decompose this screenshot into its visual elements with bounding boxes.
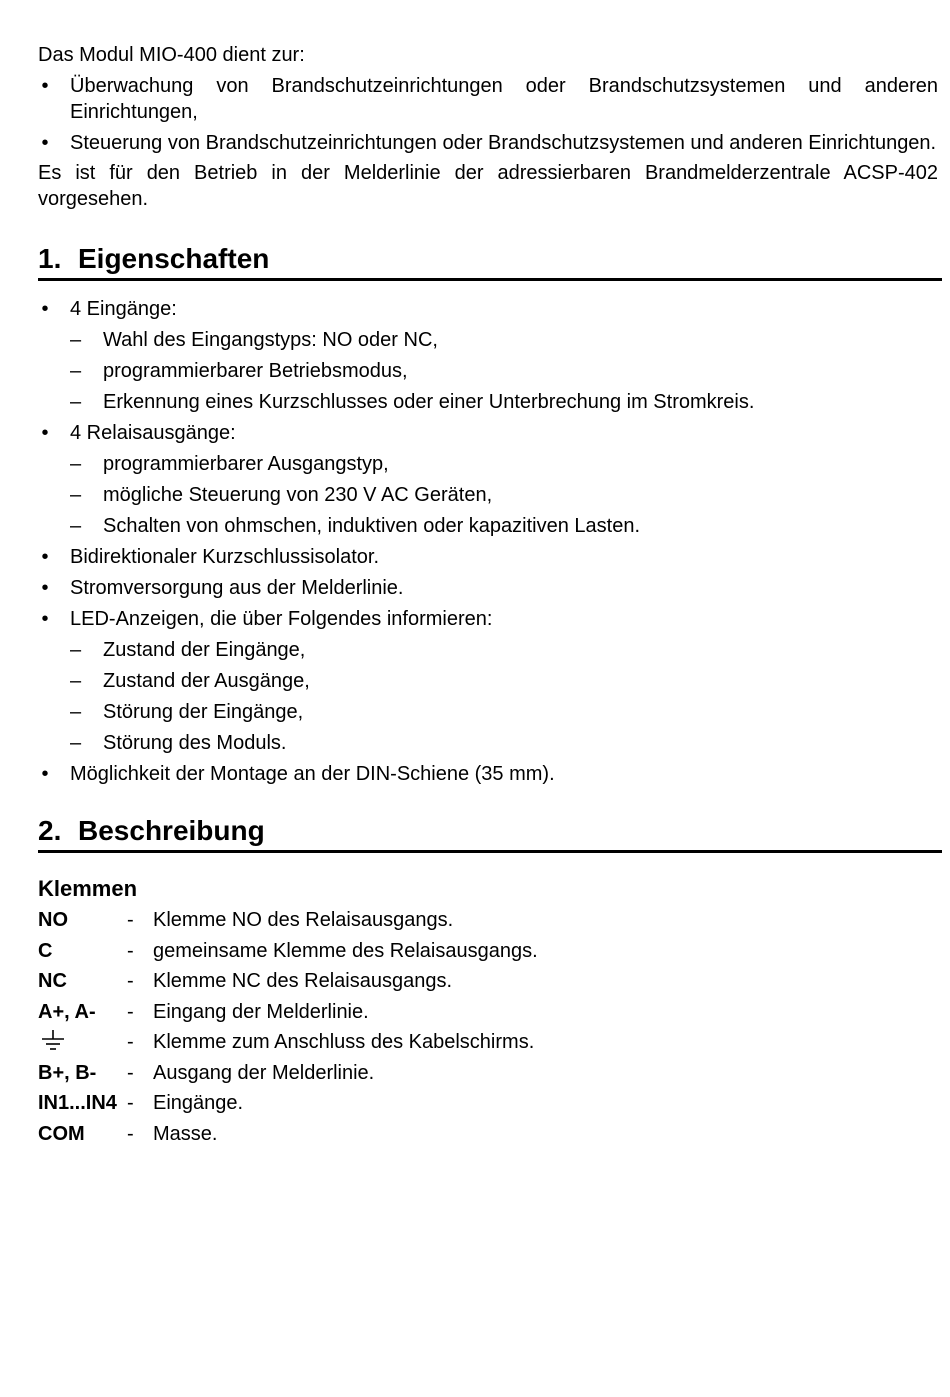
bullet-dot-icon: • [41,422,49,444]
feature-subitem-text: Erkennung eines Kurzschlusses oder einer Unterbrechung im Stromkreis. [103,391,755,413]
feature-text: 4 Relaisausgänge: [70,422,236,444]
dash-icon: – [70,732,82,754]
feature-text: Stromversorgung aus der Melderlinie. [70,577,404,599]
dash-icon: – [70,639,82,661]
feature-subitem-text: Zustand der Ausgänge, [103,670,310,692]
feature-subitem-text: programmierbarer Ausgangstyp, [103,453,389,475]
feature-subitem-text: Schalten von ohmschen, induktiven oder kapazitiven Lasten. [103,515,641,537]
feature-bullet [38,420,938,446]
terminal-key: NO [38,909,68,931]
feature-subitem [38,668,938,694]
terminal-separator: - [127,1092,134,1114]
intro-bullet-list [38,73,938,156]
feature-subitem [38,327,938,353]
feature-subitem [38,637,938,663]
bullet-dot-icon: • [41,608,49,630]
terminal-separator: - [127,1122,134,1145]
terminal-key: A+, A- [38,1000,96,1023]
dash-icon: – [70,360,82,382]
feature-subitem [38,358,938,384]
terminal-separator: - [127,970,134,992]
subheading-klemmen: Klemmen [38,876,138,901]
terminal-description: gemeinsame Klemme des Relaisausgangs. [153,939,538,962]
feature-subitem [38,389,938,415]
terminal-description: Eingänge. [153,1092,244,1114]
feature-bullet [38,606,938,632]
dash-icon: – [70,453,82,475]
bullet-dot-icon: • [41,577,49,599]
ground-icon [40,1030,66,1052]
dash-icon: – [70,515,82,537]
feature-text: 4 Eingänge: [70,298,177,320]
feature-item [38,544,938,570]
feature-subitem-text: Störung der Eingänge, [103,701,304,723]
feature-bullet [38,544,938,570]
feature-item [38,296,938,415]
terminal-separator: - [127,939,134,962]
features-list [38,296,938,787]
feature-subitem [38,451,938,477]
dash-icon: – [70,484,82,506]
terminal-row [38,966,938,997]
feature-subitem [38,482,938,508]
terminal-key: COM [38,1122,85,1145]
intro-bullet [38,73,938,125]
intro-bullet [38,130,938,156]
document-page [38,42,938,1149]
bullet-dot-icon: • [41,75,49,97]
bullet-dot-icon: • [41,546,49,568]
terminal-key: NC [38,970,67,992]
feature-text: Möglichkeit der Montage an der DIN-Schiene (35 mm). [70,763,555,785]
terminal-description: Klemme zum Anschluss des Kabelschirms. [153,1031,535,1053]
terminal-description: Klemme NC des Relaisausgangs. [153,970,453,992]
terminal-row [38,997,938,1028]
section-number: 2. [38,815,62,846]
feature-subitem-text: programmierbarer Betriebsmodus, [103,360,408,382]
terminal-row [38,1058,938,1089]
bullet-dot-icon: • [41,298,49,320]
feature-subitem-text: Wahl des Eingangstyps: NO oder NC, [103,329,438,351]
terminal-row [38,905,938,936]
terminal-separator: - [127,909,134,931]
feature-bullet [38,296,938,322]
section-title: Beschreibung [78,815,265,846]
terminal-key: IN1...IN4 [38,1092,117,1114]
feature-bullet [38,761,938,787]
bullet-dot-icon: • [41,132,49,154]
section-number: 1. [38,243,62,274]
section-heading-beschreibung [38,814,942,853]
feature-subitem [38,513,938,539]
feature-text: Bidirektionaler Kurzschlussisolator. [70,546,380,568]
terminal-row [38,936,938,967]
terminal-description: Klemme NO des Relaisausgangs. [153,909,454,931]
terminal-separator: - [127,1000,134,1023]
bullet-dot-icon: • [41,763,49,785]
dash-icon: – [70,329,82,351]
feature-subitem-text: mögliche Steuerung von 230 V AC Geräten, [103,484,493,506]
feature-item [38,761,938,787]
terminals-list [38,905,938,1149]
feature-sublist [38,327,938,415]
feature-bullet [38,575,938,601]
terminal-row [38,1119,938,1150]
feature-subitem-text: Zustand der Eingänge, [103,639,306,661]
intro-bullet-text: Überwachung von Brandschutzeinrichtungen oder Brandschutzsystemen und anderen Einrichtungen, [70,75,938,123]
section-heading-eigenschaften [38,242,942,281]
terminal-description: Masse. [153,1122,218,1145]
intro-bullet-text: Steuerung von Brandschutzeinrichtungen oder Brandschutzsystemen und anderen Einrichtungen. [70,132,937,154]
terminal-description: Eingang der Melderlinie. [153,1000,369,1023]
dash-icon: – [70,670,82,692]
dash-icon: – [70,391,82,413]
terminal-key: C [38,939,53,962]
dash-icon: – [70,701,82,723]
intro-closing: Es ist für den Betrieb in der Melderlinie der adressierbaren Brandmelderzentrale ACSP-402 vorgesehen. [38,162,938,210]
feature-subitem [38,699,938,725]
terminal-row [38,1027,938,1058]
feature-sublist [38,451,938,539]
intro-lead: Das Modul MIO-400 dient zur: [38,44,305,66]
terminal-row [38,1088,938,1119]
terminal-separator: - [127,1031,134,1053]
feature-item [38,420,938,539]
feature-subitem [38,730,938,756]
terminal-description: Ausgang der Melderlinie. [153,1061,375,1084]
section-title: Eigenschaften [78,243,270,274]
feature-subitem-text: Störung des Moduls. [103,732,287,754]
terminal-key: B+, B- [38,1061,97,1084]
feature-item [38,606,938,756]
feature-item [38,575,938,601]
terminal-separator: - [127,1061,134,1084]
feature-sublist [38,637,938,756]
feature-text: LED-Anzeigen, die über Folgendes informieren: [70,608,493,630]
